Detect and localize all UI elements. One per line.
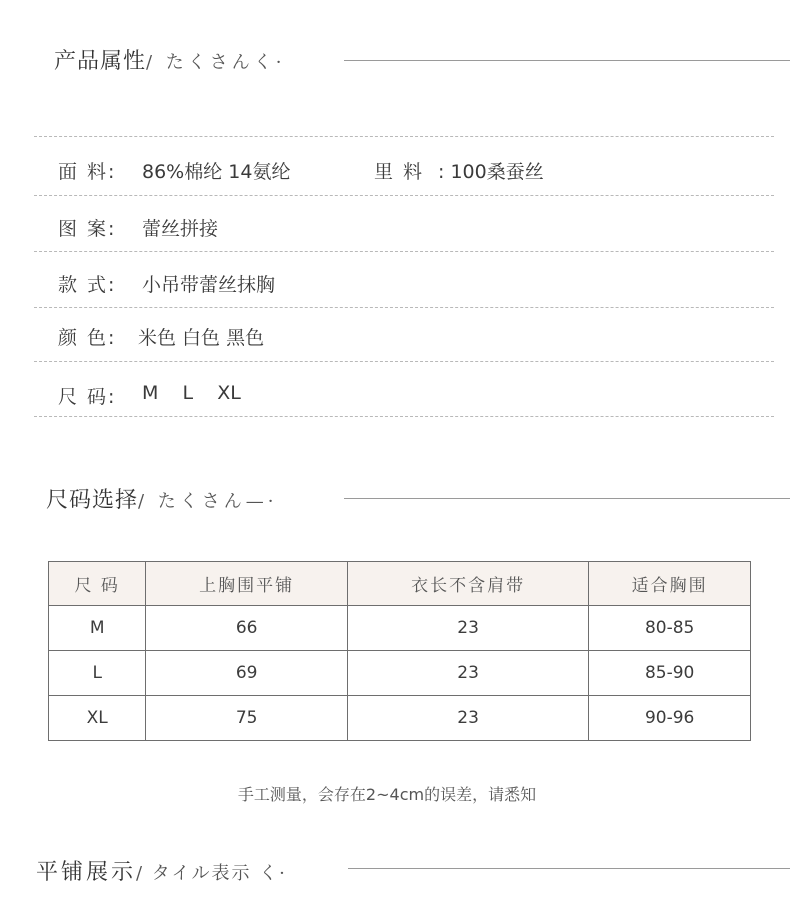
section-divider-line [344,498,790,499]
section-divider-line [344,60,790,61]
section-divider-line [348,868,790,869]
size-value: M L XL [142,382,241,404]
pattern-label: 图 案: [58,218,117,240]
pattern-value: 蕾丝拼接 [142,218,219,240]
cell-length: 23 [347,696,588,741]
section-title [36,855,287,886]
size-chart-table [48,561,751,741]
cell-length: 23 [347,606,588,651]
cell-bust-flat: 69 [146,651,348,696]
cell-size: L [49,651,146,696]
size-table-header-row [49,562,751,606]
measurement-note: 手工测量，会存在2~4cm的误差，请悉知 [237,785,537,804]
attr-row-size [34,361,774,417]
cell-fit-bust: 80-85 [589,606,751,651]
style-label: 款 式: [58,274,117,296]
cell-size: XL [49,696,146,741]
attr-row-style [34,251,774,307]
lining-label: 里 料 [374,161,425,183]
section-title-subtitle: / タイル表示 く· [136,863,287,884]
section-header-size-selection [0,483,790,523]
fabric-value: 86%棉纶 14氨纶 [142,161,291,183]
section-title-main: 平铺展示 [36,860,137,885]
section-title [46,483,278,514]
section-title-subtitle: / たくさん—· [138,491,278,512]
section-title-subtitle: / たくさんく· [146,52,286,73]
cell-size: M [49,606,146,651]
product-attributes-table [34,136,774,417]
section-title [54,44,286,75]
attr-row-fabric [34,136,774,195]
fabric-label: 面 料: [58,161,117,183]
section-header-product-attributes [0,44,790,84]
size-label: 尺 码: [58,386,117,408]
cell-bust-flat: 66 [146,606,348,651]
lining-value: : 100桑蚕丝 [438,161,544,183]
attr-row-pattern [34,195,774,251]
color-label: 颜 色: [58,327,117,349]
cell-fit-bust: 90-96 [589,696,751,741]
cell-length: 23 [347,651,588,696]
table-row [49,651,751,696]
header-bust-flat: 上胸围平铺 [146,562,348,606]
attr-row-color [34,307,774,361]
color-value: 米色 白色 黑色 [138,327,265,349]
header-size: 尺 码 [49,562,146,606]
style-value: 小吊带蕾丝抹胸 [142,274,276,296]
header-length: 衣长不含肩带 [347,562,588,606]
table-row [49,606,751,651]
header-fit-bust: 适合胸围 [589,562,751,606]
cell-bust-flat: 75 [146,696,348,741]
section-title-main: 产品属性 [54,49,147,74]
section-title-main: 尺码选择 [46,488,139,513]
section-header-flat-display [0,855,790,895]
table-row [49,696,751,741]
cell-fit-bust: 85-90 [589,651,751,696]
